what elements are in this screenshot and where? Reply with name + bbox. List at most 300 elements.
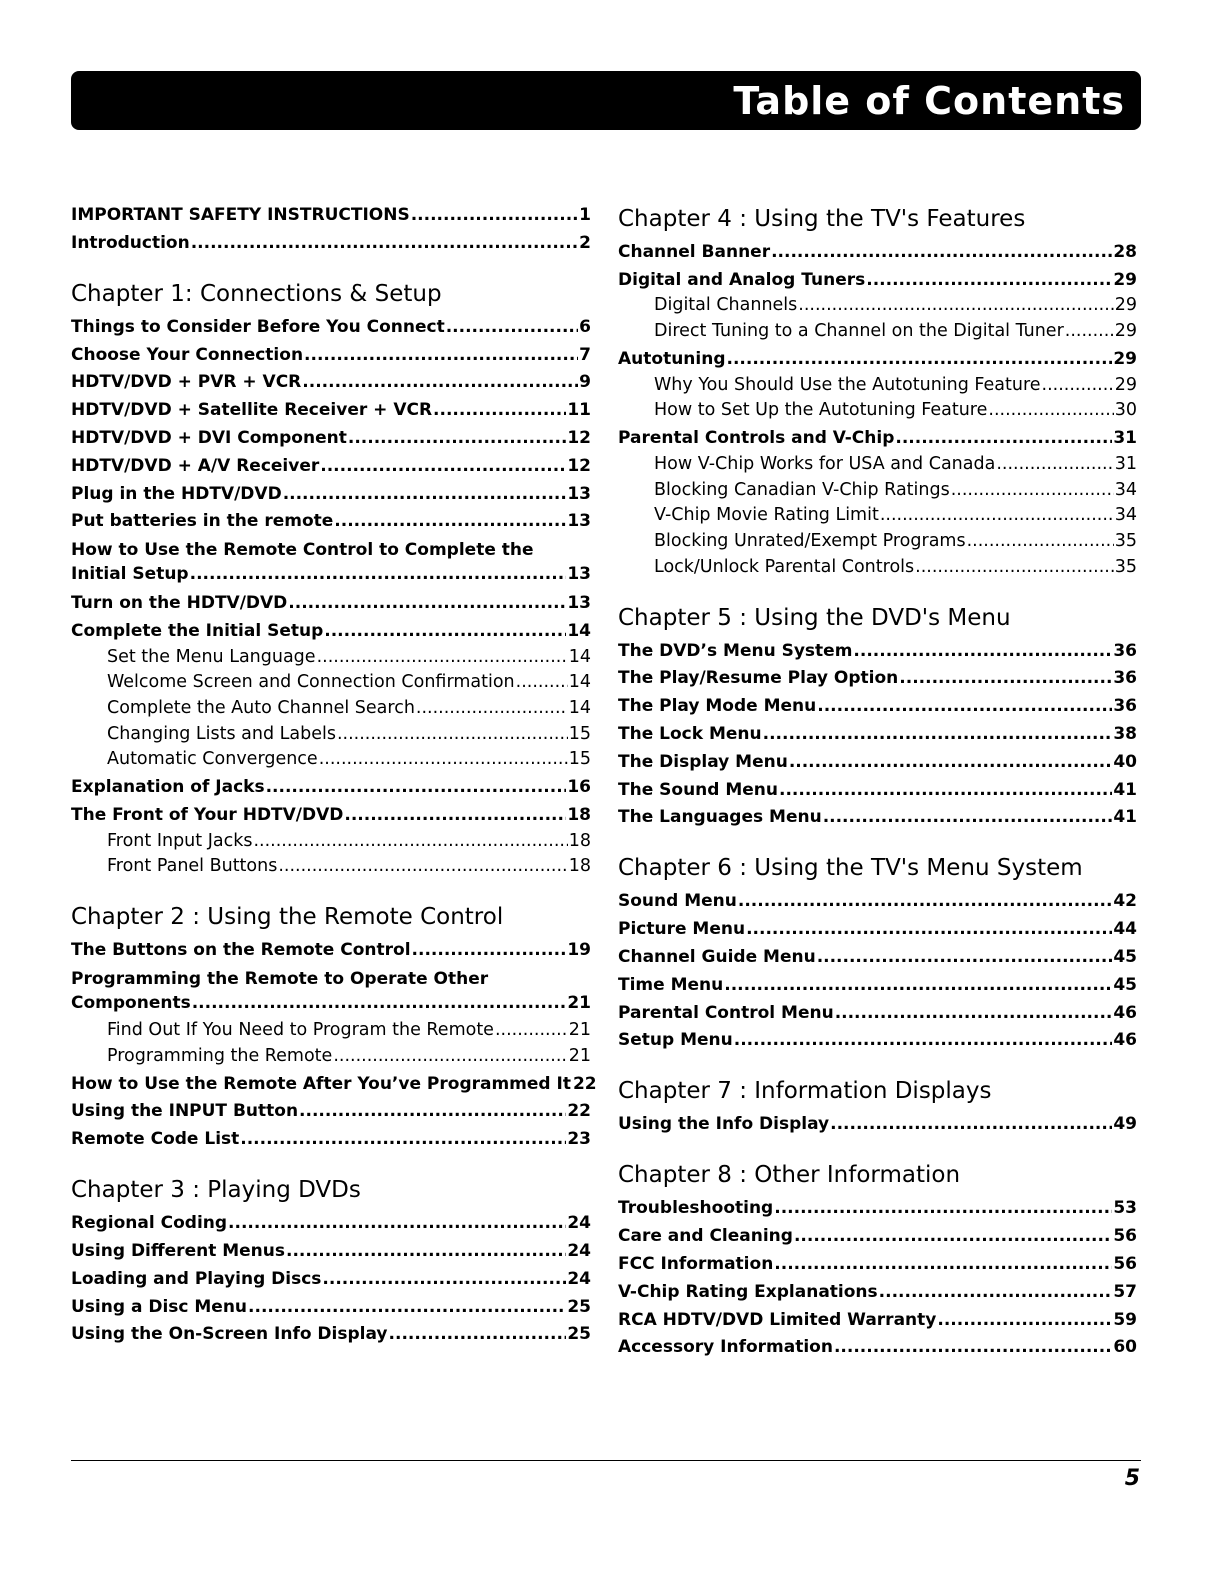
toc-entry-title: Loading and Playing Discs bbox=[71, 1268, 322, 1289]
toc-entry-title: The Buttons on the Remote Control bbox=[71, 940, 411, 961]
dot-leader bbox=[774, 1254, 1112, 1275]
toc-page-number: 15 bbox=[568, 749, 591, 770]
toc-page-number: 56 bbox=[1113, 1253, 1137, 1274]
toc-page-number: 12 bbox=[567, 455, 591, 476]
toc-page-number: 56 bbox=[1113, 1226, 1137, 1247]
toc-entry[interactable] bbox=[71, 724, 591, 745]
toc-group bbox=[71, 317, 591, 533]
dot-leader bbox=[738, 891, 1112, 912]
toc-entry-title: The Display Menu bbox=[618, 751, 788, 772]
toc-entry-title: Changing Lists and Labels bbox=[107, 723, 336, 744]
chapter-heading: Chapter 2 : Using the Remote Control bbox=[71, 904, 504, 931]
dot-leader bbox=[324, 621, 566, 642]
toc-entry-title: Using Different Menus bbox=[71, 1240, 286, 1261]
toc-entry[interactable] bbox=[71, 317, 591, 338]
toc-entry[interactable] bbox=[71, 345, 591, 366]
dot-leader bbox=[411, 205, 578, 226]
chapter-3-section bbox=[71, 1176, 591, 1345]
toc-page-number: 41 bbox=[1113, 779, 1137, 800]
toc-page-number: 14 bbox=[568, 646, 591, 667]
dot-leader bbox=[727, 349, 1113, 370]
toc-page-number: 13 bbox=[567, 511, 591, 532]
toc-page-number: 22 bbox=[572, 1073, 597, 1094]
toc-entry[interactable] bbox=[618, 1030, 1137, 1051]
toc-entry[interactable] bbox=[71, 672, 591, 693]
toc-entry-title: HDTV/DVD + PVR + VCR bbox=[71, 372, 302, 393]
dot-leader bbox=[190, 562, 567, 586]
chapter-1-section bbox=[71, 280, 591, 878]
toc-entry[interactable] bbox=[618, 947, 1137, 968]
chapter-heading: Chapter 8 : Other Information bbox=[618, 1162, 961, 1189]
toc-page-number: 46 bbox=[1113, 1002, 1137, 1023]
toc-entry[interactable] bbox=[618, 1226, 1137, 1247]
toc-page-number: 21 bbox=[568, 1045, 591, 1066]
toc-page-number: 34 bbox=[1114, 479, 1137, 500]
dot-leader bbox=[835, 1003, 1113, 1024]
toc-entry[interactable] bbox=[71, 1213, 591, 1234]
dot-leader bbox=[299, 1101, 566, 1122]
dot-leader bbox=[866, 270, 1112, 291]
toc-page-number: 35 bbox=[1114, 530, 1137, 551]
chapter-7-section bbox=[618, 1077, 1137, 1135]
toc-entry[interactable] bbox=[71, 831, 591, 852]
dot-leader bbox=[320, 456, 566, 477]
toc-page-number: 24 bbox=[567, 1240, 591, 1261]
chapter-5-section bbox=[618, 604, 1137, 829]
toc-page-number: 25 bbox=[567, 1296, 591, 1317]
toc-entry[interactable] bbox=[71, 1297, 591, 1318]
toc-entry[interactable] bbox=[71, 1073, 597, 1095]
toc-entry-title: Introduction bbox=[71, 232, 190, 253]
toc-entry-title: The Sound Menu bbox=[618, 779, 779, 800]
chapter-4-section bbox=[618, 205, 1137, 578]
dot-leader bbox=[495, 1020, 568, 1041]
toc-entry[interactable] bbox=[618, 1282, 1137, 1303]
toc-group bbox=[71, 1213, 591, 1345]
toc-entry-title: How to Set Up the Autotuning Feature bbox=[654, 400, 988, 421]
dot-leader bbox=[853, 641, 1112, 662]
toc-entry-title: Turn on the HDTV/DVD bbox=[71, 593, 288, 614]
toc-page-number: 21 bbox=[568, 1020, 591, 1041]
toc-page-number: 13 bbox=[567, 564, 591, 585]
toc-entry-title: Find Out If You Need to Program the Remote bbox=[107, 1020, 494, 1041]
dot-leader bbox=[286, 1241, 566, 1262]
dot-leader bbox=[915, 557, 1114, 578]
toc-entry-title: Programming the Remote bbox=[107, 1045, 333, 1066]
chapter-heading: Chapter 4 : Using the TV's Features bbox=[618, 206, 1026, 232]
toc-page-number: 29 bbox=[1114, 321, 1137, 342]
toc-page-number: 46 bbox=[1113, 1030, 1137, 1051]
toc-page-number: 29 bbox=[1113, 269, 1137, 290]
toc-entry-title: Accessory Information bbox=[618, 1337, 833, 1358]
dot-leader bbox=[1065, 321, 1114, 342]
toc-left-column bbox=[71, 205, 597, 1345]
toc-entry-title: Blocking Canadian V-Chip Ratings bbox=[654, 479, 950, 500]
dot-leader bbox=[266, 777, 567, 798]
toc-entry-title: Using the INPUT Button bbox=[71, 1101, 299, 1122]
chapter-6-section bbox=[618, 854, 1137, 1051]
header-bar bbox=[71, 71, 1141, 130]
toc-group bbox=[71, 593, 591, 877]
toc-entry[interactable] bbox=[618, 696, 1137, 717]
toc-page-number: 24 bbox=[567, 1213, 591, 1234]
toc-page-number: 12 bbox=[567, 427, 591, 448]
dot-leader bbox=[895, 428, 1112, 449]
toc-entry[interactable] bbox=[618, 975, 1137, 996]
dot-leader bbox=[879, 1282, 1113, 1303]
dot-leader bbox=[1042, 375, 1114, 396]
toc-entry-title: The Play Mode Menu bbox=[618, 696, 817, 717]
toc-entry[interactable] bbox=[71, 428, 591, 449]
toc-entry-title: Why You Should Use the Autotuning Feature bbox=[654, 374, 1041, 395]
dot-leader bbox=[334, 511, 566, 532]
dot-leader bbox=[798, 295, 1113, 316]
toc-entry[interactable] bbox=[71, 233, 591, 254]
toc-page-number: 25 bbox=[567, 1324, 591, 1345]
dot-leader bbox=[967, 531, 1114, 552]
dot-leader bbox=[988, 400, 1113, 421]
toc-entry-title: Front Panel Buttons bbox=[107, 856, 278, 877]
toc-entry[interactable] bbox=[71, 621, 591, 642]
toc-entry[interactable] bbox=[618, 270, 1137, 291]
toc-group bbox=[71, 1020, 597, 1150]
toc-page-number: 6 bbox=[579, 316, 591, 337]
page-title: Table of Contents bbox=[733, 79, 1125, 123]
dot-leader bbox=[771, 242, 1112, 263]
toc-entry-title: Channel Banner bbox=[618, 242, 771, 262]
toc-entry[interactable] bbox=[618, 752, 1137, 773]
toc-entry-title: The Languages Menu bbox=[618, 807, 822, 828]
dot-leader bbox=[322, 1269, 566, 1290]
toc-entry-title: Direct Tuning to a Channel on the Digital Tuner bbox=[654, 321, 1064, 342]
dot-leader bbox=[937, 1310, 1112, 1331]
toc-entry-title: Put batteries in the remote bbox=[71, 511, 334, 532]
dot-leader bbox=[389, 1324, 567, 1345]
toc-entry[interactable] bbox=[71, 1324, 591, 1345]
toc-group bbox=[618, 1198, 1137, 1358]
dot-leader bbox=[348, 428, 566, 449]
toc-entry-title: Choose Your Connection bbox=[71, 344, 304, 365]
dot-leader bbox=[774, 1198, 1112, 1219]
toc-entry-title: Regional Coding bbox=[71, 1213, 228, 1234]
toc-entry-title: V-Chip Rating Explanations bbox=[618, 1281, 878, 1302]
toc-entry-title: Blocking Unrated/Exempt Programs bbox=[654, 530, 966, 551]
toc-entry-title: Troubleshooting bbox=[618, 1198, 774, 1219]
toc-entry[interactable] bbox=[618, 295, 1137, 316]
dot-leader bbox=[433, 400, 566, 421]
dot-leader bbox=[516, 672, 568, 693]
toc-page-number: 7 bbox=[579, 344, 591, 365]
chapter-heading: Chapter 1: Connections & Setup bbox=[71, 280, 442, 307]
toc-entry[interactable] bbox=[618, 505, 1137, 526]
toc-page-number: 18 bbox=[567, 805, 591, 825]
toc-entry[interactable] bbox=[71, 777, 591, 798]
toc-entry[interactable] bbox=[618, 557, 1137, 578]
toc-entry[interactable] bbox=[71, 967, 591, 1015]
toc-right-column bbox=[618, 205, 1137, 1358]
toc-entry[interactable] bbox=[71, 1046, 591, 1067]
toc-page-number: 36 bbox=[1113, 668, 1137, 689]
toc-entry-title: The Lock Menu bbox=[618, 723, 762, 744]
toc-entry-title: The DVD’s Menu System bbox=[618, 640, 853, 661]
dot-leader bbox=[880, 505, 1114, 526]
toc-entry[interactable] bbox=[618, 1337, 1137, 1358]
toc-page-number: 9 bbox=[579, 372, 591, 393]
toc-entry[interactable] bbox=[71, 456, 591, 477]
toc-page-number: 14 bbox=[567, 620, 591, 641]
dot-leader bbox=[834, 1337, 1112, 1358]
dot-leader bbox=[288, 593, 566, 614]
toc-page-number: 29 bbox=[1113, 348, 1137, 369]
toc-entry-title: Initial Setup bbox=[71, 564, 189, 585]
chapter-2-section bbox=[71, 903, 597, 1150]
toc-page-number: 13 bbox=[567, 483, 591, 504]
toc-entry-title: Remote Code List bbox=[71, 1129, 240, 1150]
dot-leader bbox=[817, 696, 1112, 717]
toc-page-number: 14 bbox=[568, 698, 591, 719]
toc-entry-title: Using the On-Screen Info Display bbox=[71, 1324, 388, 1345]
toc-page-number: 31 bbox=[1114, 453, 1137, 474]
dot-leader bbox=[779, 780, 1112, 801]
toc-page-number: 13 bbox=[567, 593, 591, 614]
toc-page-number: 1 bbox=[579, 205, 591, 225]
dot-leader bbox=[899, 668, 1112, 689]
dot-leader bbox=[302, 372, 578, 393]
toc-group bbox=[618, 1114, 1137, 1135]
toc-group bbox=[618, 891, 1137, 1051]
dot-leader bbox=[253, 831, 567, 852]
dot-leader bbox=[830, 1114, 1112, 1135]
toc-entry-title: Welcome Screen and Connection Confirmation bbox=[107, 672, 515, 693]
toc-page-number: 34 bbox=[1114, 505, 1137, 526]
dot-leader bbox=[337, 724, 568, 745]
dot-leader bbox=[304, 345, 578, 366]
toc-page-number: 35 bbox=[1114, 556, 1137, 577]
chapter-heading: Chapter 3 : Playing DVDs bbox=[71, 1177, 361, 1204]
toc-entry[interactable] bbox=[71, 698, 591, 719]
toc-entry[interactable] bbox=[618, 724, 1137, 745]
toc-entry-title: IMPORTANT SAFETY INSTRUCTIONS bbox=[71, 205, 410, 225]
toc-entry-title: Channel Guide Menu bbox=[618, 946, 816, 967]
toc-entry[interactable] bbox=[71, 205, 591, 226]
toc-group bbox=[618, 641, 1137, 829]
toc-page-number: 11 bbox=[567, 400, 591, 421]
toc-page-number: 14 bbox=[568, 672, 591, 693]
toc-page-number: 53 bbox=[1113, 1198, 1137, 1219]
dot-leader bbox=[333, 1046, 567, 1067]
toc-entry-title: Front Input Jacks bbox=[107, 830, 253, 851]
chapter-8-section bbox=[618, 1161, 1137, 1358]
toc-entry-title: HDTV/DVD + Satellite Receiver + VCR bbox=[71, 400, 433, 421]
dot-leader bbox=[734, 1030, 1113, 1051]
toc-entry-title: Explanation of Jacks bbox=[71, 777, 265, 798]
dot-leader bbox=[951, 480, 1114, 501]
toc-page-number: 29 bbox=[1114, 374, 1137, 395]
toc-entry-title: Care and Cleaning bbox=[618, 1226, 793, 1247]
toc-page-number: 16 bbox=[567, 777, 591, 798]
toc-page-number: 18 bbox=[568, 856, 591, 877]
toc-entry-title: Time Menu bbox=[618, 974, 724, 995]
dot-leader bbox=[789, 752, 1113, 773]
toc-group bbox=[71, 205, 591, 254]
toc-entry[interactable] bbox=[71, 372, 591, 393]
toc-entry[interactable] bbox=[618, 1198, 1137, 1219]
toc-entry[interactable] bbox=[71, 647, 591, 668]
dot-leader bbox=[412, 940, 567, 961]
dot-leader bbox=[446, 317, 578, 338]
toc-entry-title: Sound Menu bbox=[618, 891, 737, 912]
toc-entry[interactable] bbox=[71, 1269, 591, 1290]
toc-entry-title: Automatic Convergence bbox=[107, 749, 318, 770]
toc-entry[interactable] bbox=[618, 891, 1137, 912]
toc-entry[interactable] bbox=[71, 1129, 591, 1150]
toc-entry-title: How to Use the Remote Control to Complete the bbox=[71, 540, 534, 561]
toc-entry[interactable] bbox=[618, 375, 1137, 396]
toc-entry-title: How to Use the Remote After You’ve Programmed It bbox=[71, 1073, 571, 1094]
toc-entry-title: Picture Menu bbox=[618, 919, 746, 940]
toc-entry-title: Setup Menu bbox=[618, 1030, 733, 1051]
toc-entry[interactable] bbox=[618, 454, 1137, 475]
dot-leader bbox=[794, 1226, 1112, 1247]
toc-page-number: 59 bbox=[1113, 1309, 1137, 1330]
toc-entry-title: Complete the Initial Setup bbox=[71, 620, 324, 641]
toc-page-number: 42 bbox=[1113, 891, 1137, 912]
dot-leader bbox=[746, 919, 1112, 940]
dot-leader bbox=[996, 454, 1113, 475]
toc-entry[interactable] bbox=[618, 428, 1137, 449]
toc-entry[interactable] bbox=[618, 1003, 1137, 1024]
toc-entry-title: Complete the Auto Channel Search bbox=[107, 698, 415, 719]
dot-leader bbox=[191, 233, 578, 254]
toc-page-number: 29 bbox=[1114, 295, 1137, 316]
toc-entry-title: How V-Chip Works for USA and Canada bbox=[654, 453, 996, 474]
toc-entry-title: RCA HDTV/DVD Limited Warranty bbox=[618, 1309, 937, 1330]
dot-leader bbox=[724, 975, 1112, 996]
toc-entry-title: V-Chip Movie Rating Limit bbox=[654, 505, 879, 526]
toc-page-number: 45 bbox=[1113, 946, 1137, 967]
toc-page-number: 41 bbox=[1113, 807, 1137, 828]
toc-entry[interactable] bbox=[618, 919, 1137, 940]
dot-leader bbox=[278, 856, 567, 877]
toc-page-number: 31 bbox=[1113, 428, 1137, 449]
dot-leader bbox=[240, 1129, 566, 1150]
dot-leader bbox=[283, 484, 567, 505]
toc-entry[interactable] bbox=[71, 538, 591, 586]
dot-leader bbox=[823, 807, 1113, 828]
toc-group bbox=[71, 940, 591, 961]
toc-page-number: 18 bbox=[568, 830, 591, 851]
toc-entry[interactable] bbox=[618, 807, 1137, 828]
toc-entry[interactable] bbox=[71, 1101, 591, 1122]
toc-entry[interactable] bbox=[618, 480, 1137, 501]
toc-entry[interactable] bbox=[71, 940, 591, 961]
page-number: 5 bbox=[1124, 1466, 1140, 1491]
toc-page-number: 28 bbox=[1113, 242, 1137, 262]
dot-leader bbox=[344, 805, 566, 826]
toc-entry-title: HDTV/DVD + DVI Component bbox=[71, 427, 347, 448]
dot-leader bbox=[763, 724, 1113, 745]
toc-entry[interactable] bbox=[618, 400, 1137, 421]
toc-entry[interactable] bbox=[618, 1310, 1137, 1331]
toc-page-number: 21 bbox=[567, 993, 591, 1014]
toc-entry-title: Parental Controls and V-Chip bbox=[618, 428, 895, 449]
toc-entry-title: Using the Info Display bbox=[618, 1114, 830, 1135]
chapter-heading: Chapter 7 : Information Displays bbox=[618, 1078, 992, 1105]
toc-entry[interactable] bbox=[618, 321, 1137, 342]
toc-page-number: 60 bbox=[1113, 1337, 1137, 1358]
toc-page-number: 24 bbox=[567, 1268, 591, 1289]
toc-entry-title: Lock/Unlock Parental Controls bbox=[654, 556, 915, 577]
toc-entry-title: Parental Control Menu bbox=[618, 1002, 834, 1023]
toc-entry-title: Components bbox=[71, 993, 191, 1014]
toc-page-number: 36 bbox=[1113, 640, 1137, 661]
toc-page-number: 49 bbox=[1113, 1114, 1137, 1135]
toc-entry-title: Digital Channels bbox=[654, 295, 798, 316]
toc-entry-title: HDTV/DVD + A/V Receiver bbox=[71, 455, 320, 476]
toc-entry[interactable] bbox=[71, 400, 591, 421]
toc-entry[interactable] bbox=[71, 484, 591, 505]
toc-page-number: 40 bbox=[1113, 751, 1137, 772]
dot-leader bbox=[319, 749, 568, 770]
toc-entry-title: The Play/Resume Play Option bbox=[618, 668, 899, 689]
toc-entry-title: Things to Consider Before You Connect bbox=[71, 316, 445, 337]
toc-entry[interactable] bbox=[71, 1241, 591, 1262]
dot-leader bbox=[192, 991, 567, 1015]
toc-entry-title: Plug in the HDTV/DVD bbox=[71, 483, 282, 504]
toc-entry[interactable] bbox=[618, 1114, 1137, 1135]
toc-page-number: 2 bbox=[579, 232, 591, 253]
toc-page-number: 30 bbox=[1114, 400, 1137, 421]
toc-entry[interactable] bbox=[618, 531, 1137, 552]
toc-entry[interactable] bbox=[618, 1254, 1137, 1275]
toc-entry[interactable] bbox=[71, 749, 591, 770]
dot-leader bbox=[228, 1213, 566, 1234]
toc-entry[interactable] bbox=[618, 641, 1137, 662]
toc-page-number: 45 bbox=[1113, 974, 1137, 995]
toc-entry-title: Using a Disc Menu bbox=[71, 1296, 248, 1317]
toc-entry-title: The Front of Your HDTV/DVD bbox=[71, 805, 344, 825]
footer-divider bbox=[71, 1460, 1141, 1461]
toc-entry[interactable] bbox=[71, 511, 591, 532]
chapter-heading: Chapter 5 : Using the DVD's Menu bbox=[618, 604, 1011, 631]
toc-entry[interactable] bbox=[71, 593, 591, 614]
toc-page-number: 23 bbox=[567, 1129, 591, 1150]
dot-leader bbox=[248, 1297, 566, 1318]
toc-entry-title: FCC Information bbox=[618, 1253, 774, 1274]
toc-entry[interactable] bbox=[618, 242, 1137, 263]
toc-group bbox=[618, 242, 1137, 578]
toc-entry[interactable] bbox=[618, 349, 1137, 370]
toc-page-number: 57 bbox=[1113, 1281, 1137, 1302]
toc-entry-title: Autotuning bbox=[618, 348, 726, 369]
toc-entry[interactable] bbox=[71, 1020, 591, 1041]
toc-page-number: 22 bbox=[567, 1101, 591, 1122]
dot-leader bbox=[317, 647, 568, 668]
toc-page-number: 36 bbox=[1113, 696, 1137, 717]
chapter-heading: Chapter 6 : Using the TV's Menu System bbox=[618, 855, 1083, 882]
toc-entry[interactable] bbox=[618, 780, 1137, 801]
toc-entry-title: Digital and Analog Tuners bbox=[618, 269, 866, 290]
toc-entry[interactable] bbox=[71, 805, 591, 826]
toc-page-number: 15 bbox=[568, 723, 591, 744]
toc-entry[interactable] bbox=[71, 856, 591, 877]
toc-entry-title: Programming the Remote to Operate Other bbox=[71, 969, 489, 990]
toc-page-number: 19 bbox=[567, 940, 591, 961]
toc-entry[interactable] bbox=[618, 668, 1137, 689]
dot-leader bbox=[817, 947, 1113, 968]
toc-entry-title: Set the Menu Language bbox=[107, 646, 316, 667]
toc-page-number: 38 bbox=[1113, 723, 1137, 744]
